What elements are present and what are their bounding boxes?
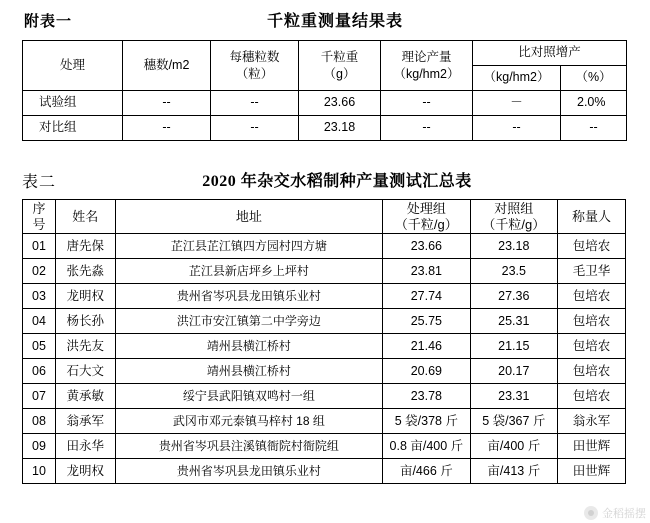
row-weigher: 包培农: [558, 234, 626, 259]
row-weigher: 田世辉: [558, 434, 626, 459]
header-name: 姓名: [55, 200, 115, 234]
row-compare-pct: 2.0%: [561, 91, 627, 116]
row-address: 贵州省岑巩县注溪镇衙院村衙院组: [115, 434, 383, 459]
row-tgw: 23.66: [299, 91, 381, 116]
row-name: 田永华: [55, 434, 115, 459]
row-name: 洪先友: [55, 334, 115, 359]
table-row: [23, 259, 626, 284]
row-spikes: --: [123, 116, 211, 141]
row-test: 23.66: [383, 234, 470, 259]
row-weigher: 毛卫华: [558, 259, 626, 284]
table-row: [23, 234, 626, 259]
header-test-group-line1: 处理组: [406, 201, 446, 216]
thousand-grain-weight-table: [22, 40, 627, 141]
row-no: 03: [23, 284, 56, 309]
row-treatment: 试验组: [23, 91, 123, 116]
row-weigher: 包培农: [558, 309, 626, 334]
row-address: 芷江县芷江镇四方园村四方塘: [115, 234, 383, 259]
row-test: 亩/466 斤: [383, 459, 470, 484]
row-grains: --: [211, 116, 299, 141]
header-no-line2: 号: [32, 216, 46, 232]
row-name: 石大文: [55, 359, 115, 384]
row-control: 23.31: [470, 384, 557, 409]
header-grains-per-spike-line1: 每穗粒数: [229, 50, 280, 65]
row-compare-kg: －: [473, 91, 561, 116]
row-weigher: 翁永军: [558, 409, 626, 434]
row-test: 0.8 亩/400 斤: [383, 434, 470, 459]
row-test: 5 袋/378 斤: [383, 409, 470, 434]
table-header-row: [23, 200, 626, 234]
row-name: 杨长孙: [55, 309, 115, 334]
section2-label: 表二: [22, 174, 57, 191]
row-test: 20.69: [383, 359, 470, 384]
header-weigher: 称量人: [558, 200, 626, 234]
header-address: 地址: [115, 200, 383, 234]
header-no: [23, 200, 56, 234]
row-compare-pct: --: [561, 116, 627, 141]
row-spikes: --: [123, 91, 211, 116]
row-test: 23.81: [383, 259, 470, 284]
row-name: 黄承敏: [55, 384, 115, 409]
row-treatment: 对比组: [23, 116, 123, 141]
header-thousand-grain-weight: [299, 41, 381, 91]
row-weigher: 包培农: [558, 359, 626, 384]
row-compare-kg: --: [473, 116, 561, 141]
section2-header: [0, 159, 650, 199]
row-test: 27.74: [383, 284, 470, 309]
row-test: 21.46: [383, 334, 470, 359]
section1-header: [0, 0, 650, 34]
row-no: 04: [23, 309, 56, 334]
header-grains-per-spike: [211, 41, 299, 91]
row-weigher: 包培农: [558, 334, 626, 359]
row-yield: --: [381, 116, 473, 141]
row-no: 01: [23, 234, 56, 259]
row-address: 贵州省岑巩县龙田镇乐业村: [115, 459, 383, 484]
header-test-group-line2: （千粒/g）: [394, 216, 458, 232]
header-treatment: 处理: [23, 41, 123, 91]
row-address: 贵州省岑巩县龙田镇乐业村: [115, 284, 383, 309]
watermark-label: 金稻摇摆: [602, 508, 646, 520]
row-control: 5 袋/367 斤: [470, 409, 557, 434]
table-row: [23, 434, 626, 459]
row-no: 09: [23, 434, 56, 459]
row-test: 25.75: [383, 309, 470, 334]
row-name: 唐先保: [55, 234, 115, 259]
row-control: 25.31: [470, 309, 557, 334]
header-grains-per-spike-line2: （粒）: [235, 66, 274, 81]
row-address: 绥宁县武阳镇双鸣村一组: [115, 384, 383, 409]
header-tgw-line2: （g）: [323, 66, 356, 81]
watermark-logo-icon: [584, 506, 598, 520]
row-name: 张先淼: [55, 259, 115, 284]
row-control: 27.36: [470, 284, 557, 309]
row-weigher: 包培农: [558, 384, 626, 409]
table-row: [23, 116, 627, 141]
section1-title: 千粒重测量结果表: [266, 13, 403, 30]
row-address: 靖州县横江桥村: [115, 359, 383, 384]
row-no: 10: [23, 459, 56, 484]
row-no: 05: [23, 334, 56, 359]
row-control: 23.18: [470, 234, 557, 259]
row-name: 翁承军: [55, 409, 115, 434]
header-compare-pct: （%）: [561, 66, 627, 91]
table-row: [23, 284, 626, 309]
header-theoretical-yield-line2: （kg/hm2）: [393, 66, 460, 81]
row-no: 06: [23, 359, 56, 384]
row-weigher: 田世辉: [558, 459, 626, 484]
table-row: [23, 91, 627, 116]
row-control: 20.17: [470, 359, 557, 384]
row-no: 07: [23, 384, 56, 409]
header-spikes: 穗数/m2: [123, 41, 211, 91]
table-row: [23, 459, 626, 484]
row-address: 芷江县新店坪乡上坪村: [115, 259, 383, 284]
row-address: 靖州县横江桥村: [115, 334, 383, 359]
row-tgw: 23.18: [299, 116, 381, 141]
row-name: 龙明权: [55, 459, 115, 484]
row-control: 23.5: [470, 259, 557, 284]
row-control: 亩/413 斤: [470, 459, 557, 484]
section1-label: 附表一: [24, 13, 73, 30]
row-test: 23.78: [383, 384, 470, 409]
row-no: 02: [23, 259, 56, 284]
row-address: 武冈市邓元泰镇马梓村 18 组: [115, 409, 383, 434]
row-name: 龙明权: [55, 284, 115, 309]
table-row: [23, 359, 626, 384]
row-control: 21.15: [470, 334, 557, 359]
table-row: [23, 309, 626, 334]
row-weigher: 包培农: [558, 284, 626, 309]
table-header-row: [23, 41, 627, 66]
header-theoretical-yield: [381, 41, 473, 91]
header-compare-kg: （kg/hm2）: [473, 66, 561, 91]
table-row: [23, 334, 626, 359]
row-control: 亩/400 斤: [470, 434, 557, 459]
yield-summary-table: [22, 199, 626, 484]
section2-title: 2020 年杂交水稻制种产量测试汇总表: [202, 173, 472, 190]
watermark: [584, 505, 646, 521]
header-test-group: [383, 200, 470, 234]
row-grains: --: [211, 91, 299, 116]
row-no: 08: [23, 409, 56, 434]
header-theoretical-yield-line1: 理论产量: [401, 50, 452, 65]
header-tgw-line1: 千粒重: [320, 50, 359, 65]
row-address: 洪江市安江镇第二中学旁边: [115, 309, 383, 334]
table-row: [23, 409, 626, 434]
header-compare-group: 比对照增产: [473, 41, 627, 66]
row-yield: --: [381, 91, 473, 116]
header-control-group: [470, 200, 557, 234]
table-row: [23, 384, 626, 409]
header-control-group-line1: 对照组: [494, 201, 534, 216]
header-control-group-line2: （千粒/g）: [482, 216, 546, 232]
header-no-line1: 序: [32, 201, 46, 216]
